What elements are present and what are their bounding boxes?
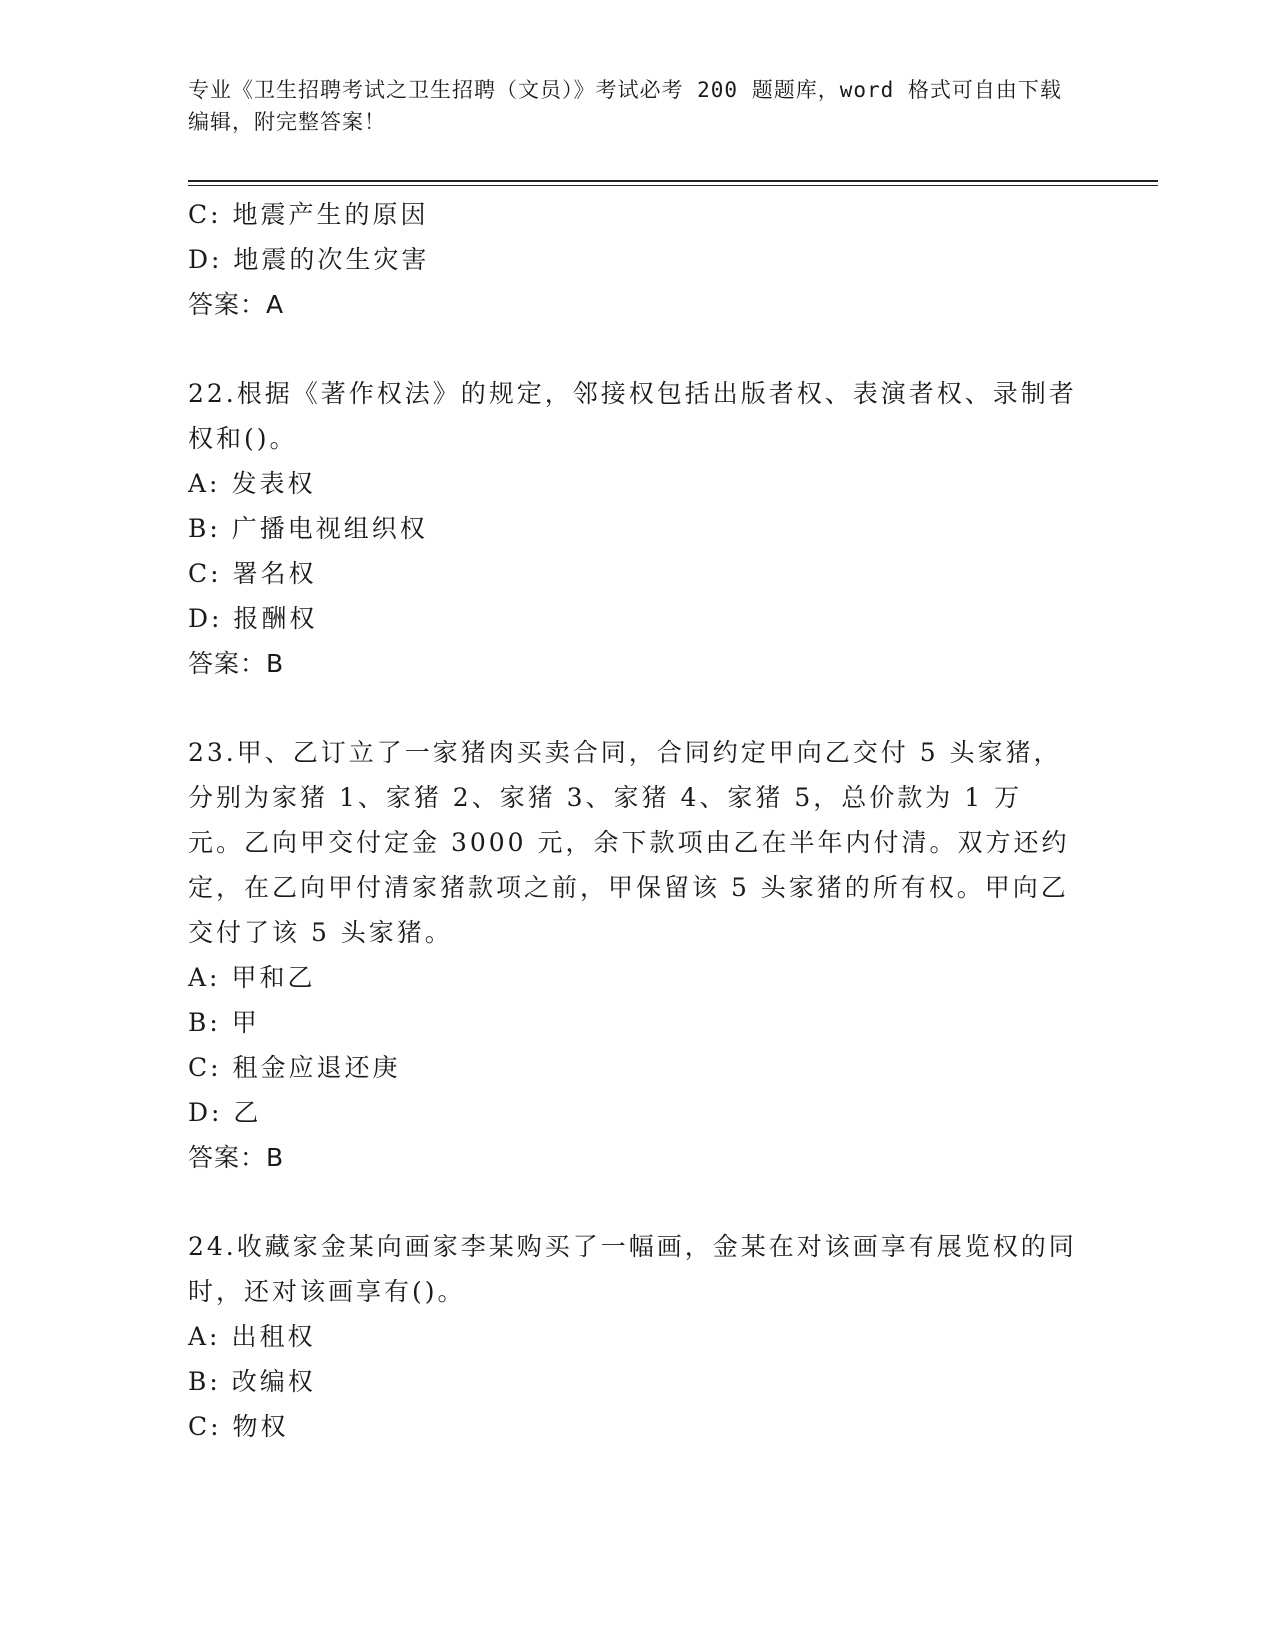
question-23: 23.甲、乙订立了一家猪肉买卖合同，合同约定甲向乙交付 5 头家猪，分别为家猪 1、家猪 2、家猪 3、家猪 4、家猪 5，总价款为 1 万元。乙向甲交付定金 3000 元，余下款项由乙在半年内付清。双方还约定，在乙向甲付清家猪款项之前，甲保留该 5 头家猪的所有权。甲向乙交付了该 5 头家猪。	[188, 738, 1070, 947]
question-list	[188, 192, 1088, 1449]
option-label: A:	[188, 963, 221, 992]
option-text: 广播电视组织权	[231, 514, 428, 543]
answer-22: 答案：B	[188, 649, 285, 678]
option-b	[188, 506, 1088, 551]
option-b	[188, 1000, 1088, 1045]
option-a	[188, 1314, 1088, 1359]
option-label: D:	[188, 1098, 223, 1127]
option-text: 乙	[233, 1098, 262, 1127]
option-label: B:	[188, 514, 221, 543]
option-label: A:	[188, 469, 221, 498]
option-label: D:	[188, 604, 223, 633]
option-a	[188, 461, 1088, 506]
header-divider	[188, 180, 1158, 186]
option-text: 租金应退还庚	[232, 1053, 401, 1082]
option-text: 物权	[232, 1412, 289, 1441]
answer-23: 答案：B	[188, 1143, 285, 1172]
option-label: B:	[188, 1008, 221, 1037]
question-22: 22.根据《著作权法》的规定，邻接权包括出版者权、表演者权、录制者权和()。	[188, 379, 1077, 453]
option-label: C:	[188, 1053, 222, 1082]
option-text: 出租权	[231, 1322, 316, 1351]
option-d	[188, 1090, 1088, 1135]
answer-21: 答案：A	[188, 290, 285, 319]
question-24: 24.收藏家金某向画家李某购买了一幅画，金某在对该画享有展览权的同时，还对该画享有()。	[188, 1232, 1077, 1306]
option-label: A:	[188, 1322, 221, 1351]
option-label: D:	[188, 245, 223, 274]
option-c	[188, 1045, 1088, 1090]
option-text: 地震的次生灾害	[233, 245, 430, 274]
option-d	[188, 596, 1088, 641]
option-a	[188, 955, 1088, 1000]
option-label: C:	[188, 200, 222, 229]
option-text: 甲	[231, 1008, 260, 1037]
option-c	[188, 192, 1088, 237]
option-b	[188, 1359, 1088, 1404]
option-text: 发表权	[231, 469, 316, 498]
option-text: 署名权	[232, 559, 317, 588]
option-text: 报酬权	[233, 604, 318, 633]
option-c	[188, 551, 1088, 596]
option-text: 改编权	[231, 1367, 316, 1396]
option-label: C:	[188, 559, 222, 588]
option-label: C:	[188, 1412, 222, 1441]
option-text: 地震产生的原因	[232, 200, 429, 229]
option-d	[188, 237, 1088, 282]
option-label: B:	[188, 1367, 221, 1396]
document-header: 专业《卫生招聘考试之卫生招聘（文员）》考试必考 200 题题库，word 格式可自由下载编辑，附完整答案！	[188, 78, 1062, 134]
option-text: 甲和乙	[231, 963, 316, 992]
option-c	[188, 1404, 1088, 1449]
